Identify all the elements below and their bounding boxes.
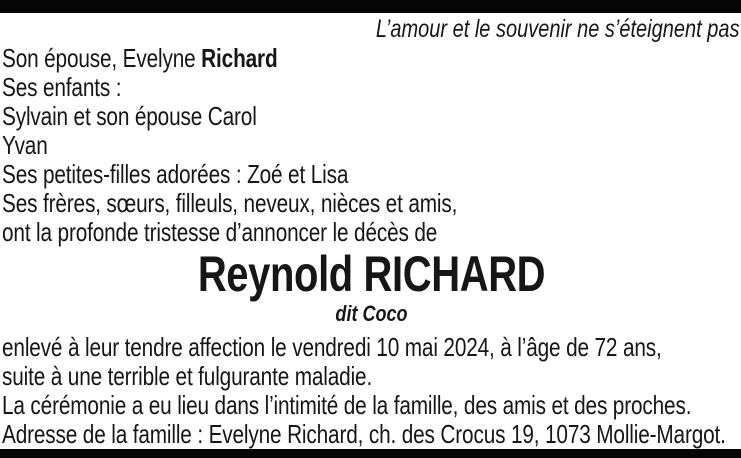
bottom-rule [0, 449, 741, 458]
spouse-line-prefix: Son épouse, Evelyne [2, 43, 202, 73]
details-section [2, 333, 741, 449]
epitaph-line: L’amour et le souvenir ne s’éteignent pas [375, 15, 739, 43]
relatives-line-extended-family: Ses frères, sœurs, filleuls, neveux, nièces et amis, [2, 188, 458, 218]
detail-line-death-date: enlevé à leur tendre affection le vendredi 10 mai 2024, à l’âge de 72 ans, [2, 332, 662, 362]
deceased-nickname: dit Coco [335, 301, 408, 326]
detail-line-family-address: Adresse de la famille : Evelyne Richard, ch. des Crocus 19, 1073 Mollie-Margot. [2, 419, 726, 449]
relatives-line-children-header: Ses enfants : [2, 72, 122, 102]
detail-line-ceremony: La cérémonie a eu lieu dans l’intimité de la famille, des amis et des proches. [2, 390, 692, 420]
detail-line-illness: suite à une terrible et fulgurante maladie. [2, 361, 373, 391]
deceased-name: Reynold RICHARD [197, 246, 546, 302]
announcement-line: ont la profonde tristesse d’annoncer le décès de [2, 217, 438, 247]
relatives-line-granddaughters: Ses petites-filles adorées : Zoé et Lisa [2, 159, 349, 189]
spouse-family-name: Richard [201, 43, 278, 73]
notice-body [2, 44, 741, 449]
spouse-line [2, 44, 593, 73]
top-rule [0, 0, 741, 13]
relatives-line-son-sylvain: Sylvain et son épouse Carol [2, 101, 257, 131]
relatives-line-son-yvan: Yvan [2, 130, 48, 160]
